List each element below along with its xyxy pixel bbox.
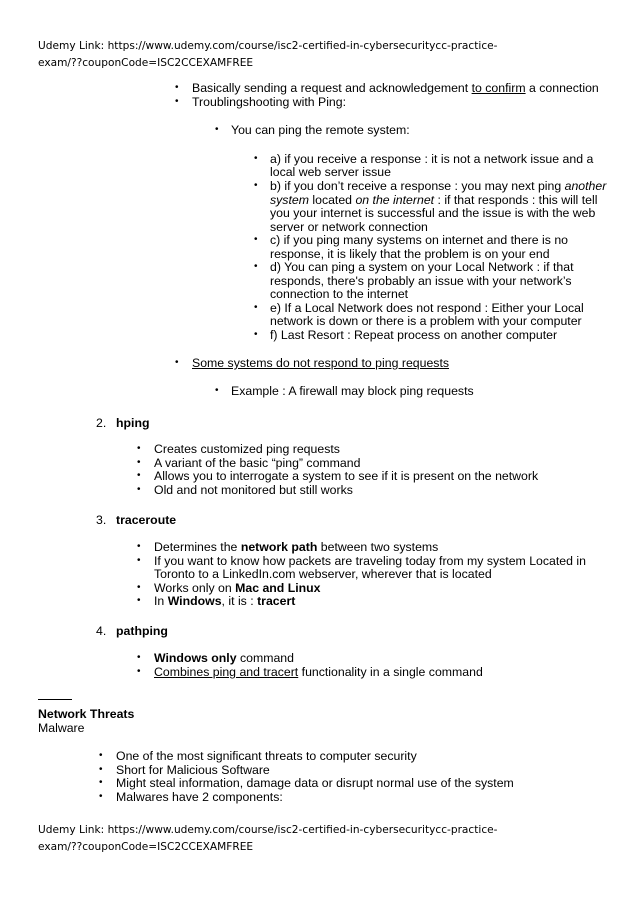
bullet: • xyxy=(254,302,258,313)
ping-d-line-3: connection to the internet xyxy=(270,287,409,301)
bullet: • xyxy=(137,443,141,454)
ping-b-line-4: server or network connection xyxy=(270,220,428,234)
ping-bullet-confirm: Basically sending a request and acknowledgement to confirm a connection xyxy=(192,81,599,95)
bullet: • xyxy=(99,777,103,788)
firewall-example: Example : A firewall may block ping requests xyxy=(231,384,474,398)
bullet: • xyxy=(99,764,103,775)
ping-remote-system: You can ping the remote system: xyxy=(231,123,410,137)
traceroute-item-mac-linux: Works only on Mac and Linux xyxy=(154,581,321,595)
section-divider xyxy=(38,699,72,700)
bullet: • xyxy=(99,750,103,761)
bullet: • xyxy=(137,582,141,593)
bullet: • xyxy=(137,595,141,606)
bullet: • xyxy=(175,96,179,107)
bullet: • xyxy=(137,666,141,677)
ping-a-line-1: a) if you receive a response : it is not a network issue and a xyxy=(270,152,594,166)
ping-c-line-1: c) if you ping many systems on internet and there is no xyxy=(270,233,569,247)
ping-a-line-2: local web server issue xyxy=(270,165,391,179)
pathping-heading: pathping xyxy=(116,624,168,638)
malware-subheading: Malware xyxy=(38,721,85,735)
combines-link: Combines ping and tracert xyxy=(154,665,299,679)
bullet: • xyxy=(137,555,141,566)
page-header-line-1: Udemy Link: https://www.udemy.com/course/isc2-certified-in-cybersecuritycc-practice- xyxy=(38,40,498,52)
ping-d-line-1: d) You can ping a system on your Local Network : if that xyxy=(270,260,574,274)
bullet: • xyxy=(254,153,258,164)
hping-item: Allows you to interrogate a system to see if it is present on the network xyxy=(154,469,539,483)
pathping-item-windows-only: Windows only command xyxy=(154,651,294,665)
hping-item: A variant of the basic “ping” command xyxy=(154,456,361,470)
malware-item: One of the most significant threats to computer security xyxy=(116,749,417,763)
bullet: • xyxy=(254,180,258,191)
bullet: • xyxy=(137,484,141,495)
traceroute-item-example-line-2: Toronto to a LinkedIn.com webserver, wherever that is located xyxy=(154,567,492,581)
no-response-note: Some systems do not respond to ping requests xyxy=(192,356,450,370)
ping-b-line-1: b) if you don’t receive a response : you may next ping another xyxy=(270,179,607,193)
bullet: • xyxy=(99,791,103,802)
ping-c-line-2: response, it is likely that the problem is on your end xyxy=(270,247,550,261)
bullet: • xyxy=(254,234,258,245)
traceroute-item-example-line-1: If you want to know how packets are traveling today from my system Located in xyxy=(154,554,586,568)
pathping-item-combines: Combines ping and tracert functionality in a single command xyxy=(154,665,483,679)
network-threats-heading: Network Threats xyxy=(38,707,135,721)
ping-troubleshooting: Troublingshooting with Ping: xyxy=(192,95,347,109)
bullet: • xyxy=(137,457,141,468)
pathping-number: 4. xyxy=(96,624,107,638)
traceroute-heading: traceroute xyxy=(116,513,177,527)
hping-heading: hping xyxy=(116,416,150,430)
traceroute-item-network-path: Determines the network path between two systems xyxy=(154,540,439,554)
bullet: • xyxy=(215,124,219,135)
ping-b-line-3: you your internet is successful and the issue is with the web xyxy=(270,206,596,220)
bullet: • xyxy=(254,261,258,272)
ping-d-line-2: responds, there's probably an issue with your network’s xyxy=(270,274,572,288)
malware-item: Malwares have 2 components: xyxy=(116,790,283,804)
ping-e-line-1: e) If a Local Network does not respond : Either your Local xyxy=(270,301,584,315)
to-confirm-link: to confirm xyxy=(471,81,526,95)
bullet: • xyxy=(137,541,141,552)
ping-b-line-2: system located on the internet : if that responds : this will tell xyxy=(270,193,598,207)
traceroute-item-windows: In Windows, it is : tracert xyxy=(154,594,296,608)
bullet: • xyxy=(175,357,179,368)
bullet: • xyxy=(175,82,179,93)
page-header-line-2: exam/??couponCode=ISC2CCEXAMFREE xyxy=(38,57,254,69)
hping-number: 2. xyxy=(96,416,107,430)
page-footer-line-1: Udemy Link: https://www.udemy.com/course/isc2-certified-in-cybersecuritycc-practice- xyxy=(38,824,498,836)
hping-item: Old and not monitored but still works xyxy=(154,483,353,497)
ping-e-line-2: network is down or there is a problem with your computer xyxy=(270,314,582,328)
bullet: • xyxy=(137,652,141,663)
traceroute-number: 3. xyxy=(96,513,107,527)
page-footer-line-2: exam/??couponCode=ISC2CCEXAMFREE xyxy=(38,841,254,853)
bullet: • xyxy=(215,385,219,396)
hping-item: Creates customized ping requests xyxy=(154,442,340,456)
malware-item: Might steal information, damage data or disrupt normal use of the system xyxy=(116,776,514,790)
bullet: • xyxy=(137,470,141,481)
malware-item: Short for Malicious Software xyxy=(116,763,270,777)
ping-f-line-1: f) Last Resort : Repeat process on another computer xyxy=(270,328,558,342)
bullet: • xyxy=(254,329,258,340)
